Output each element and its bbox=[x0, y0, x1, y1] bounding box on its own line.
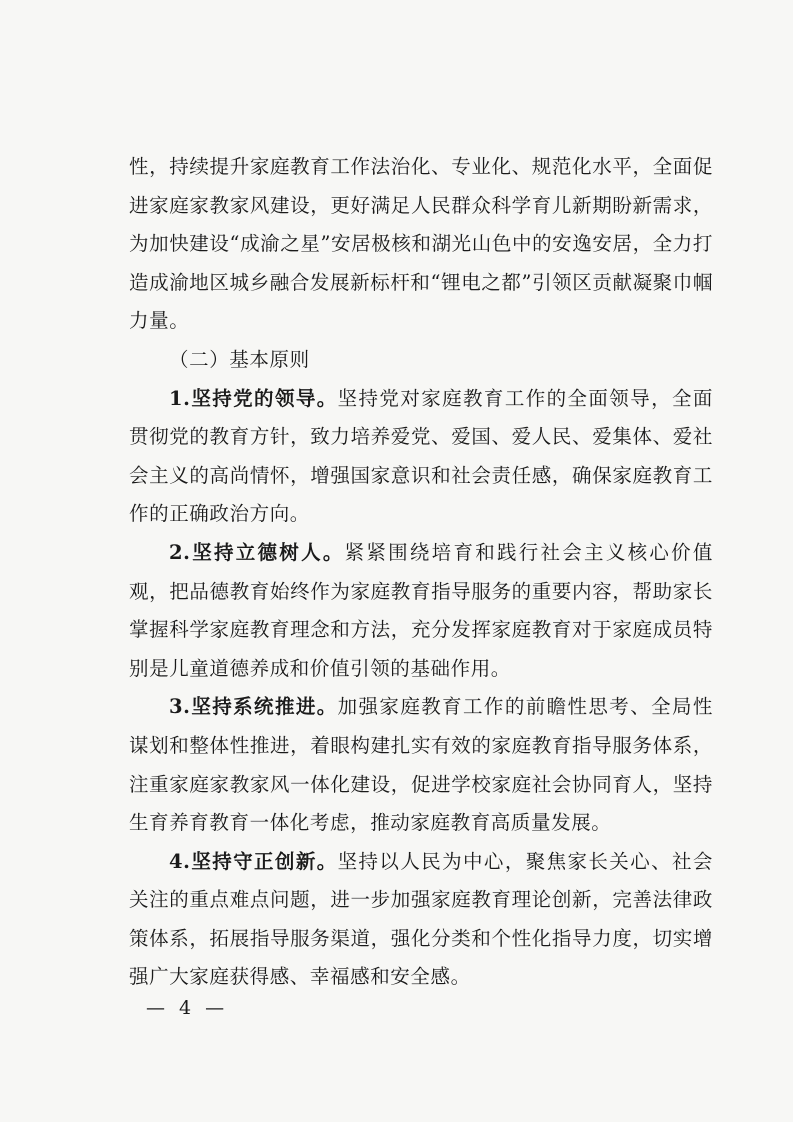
principle-paragraph-3 bbox=[129, 688, 713, 842]
principle-title-4: 4.坚持守正创新。 bbox=[169, 849, 338, 873]
section-heading: （二）基本原则 bbox=[169, 347, 310, 371]
principle-paragraph-2 bbox=[129, 534, 713, 688]
principle-title-1: 1.坚持党的领导。 bbox=[169, 386, 338, 410]
principle-text-4: 坚持以人民为中心，聚焦家长关心、社会关注的重点难点问题，进一步加强家庭教育理论创新，完善法律政策体系，拓展指导服务渠道，强化分类和个性化指导力度，切实增强广大家庭获得感、幸福感和安全感。 bbox=[129, 849, 713, 989]
principle-text-1: 坚持党对家庭教育工作的全面领导，全面贯彻党的教育方针，致力培养爱党、爱国、爱人民、爱集体、爱社会主义的高尚情怀，增强国家意识和社会责任感，确保家庭教育工作的正确政治方向。 bbox=[129, 386, 713, 526]
principle-paragraph-1 bbox=[129, 380, 713, 534]
principle-text-3: 加强家庭教育工作的前瞻性思考、全局性谋划和整体性推进，着眼构建扎实有效的家庭教育指导服务体系，注重家庭家教家风一体化建设，促进学校家庭社会协同育人，坚持生育养育教育一体化考虑，推动家庭教育高质量发展。 bbox=[129, 695, 713, 835]
principle-paragraph-4 bbox=[129, 843, 713, 997]
principle-text-2: 紧紧围绕培育和践行社会主义核心价值观，把品德教育始终作为家庭教育指导服务的重要内容，帮助家长掌握科学家庭教育理念和方法，充分发挥家庭教育对于家庭成员特别是儿童道德养成和价值引领的基础作用。 bbox=[129, 540, 713, 680]
intro-paragraph: 性，持续提升家庭教育工作法治化、专业化、规范化水平，全面促进家庭家教家风建设，更好满足人民群众科学育儿新期盼新需求，为加快建设“成渝之星”安居极核和湖光山色中的安逸安居，全力打造成渝地区城乡融合发展新标杆和“锂电之都”引领区贡献凝聚巾帼力量。 bbox=[129, 155, 713, 333]
principle-title-2: 2.坚持立德树人。 bbox=[169, 540, 345, 564]
document-body bbox=[129, 148, 713, 997]
principle-title-3: 3.坚持系统推进。 bbox=[169, 695, 338, 719]
page-number: — 4 — bbox=[146, 997, 229, 1019]
